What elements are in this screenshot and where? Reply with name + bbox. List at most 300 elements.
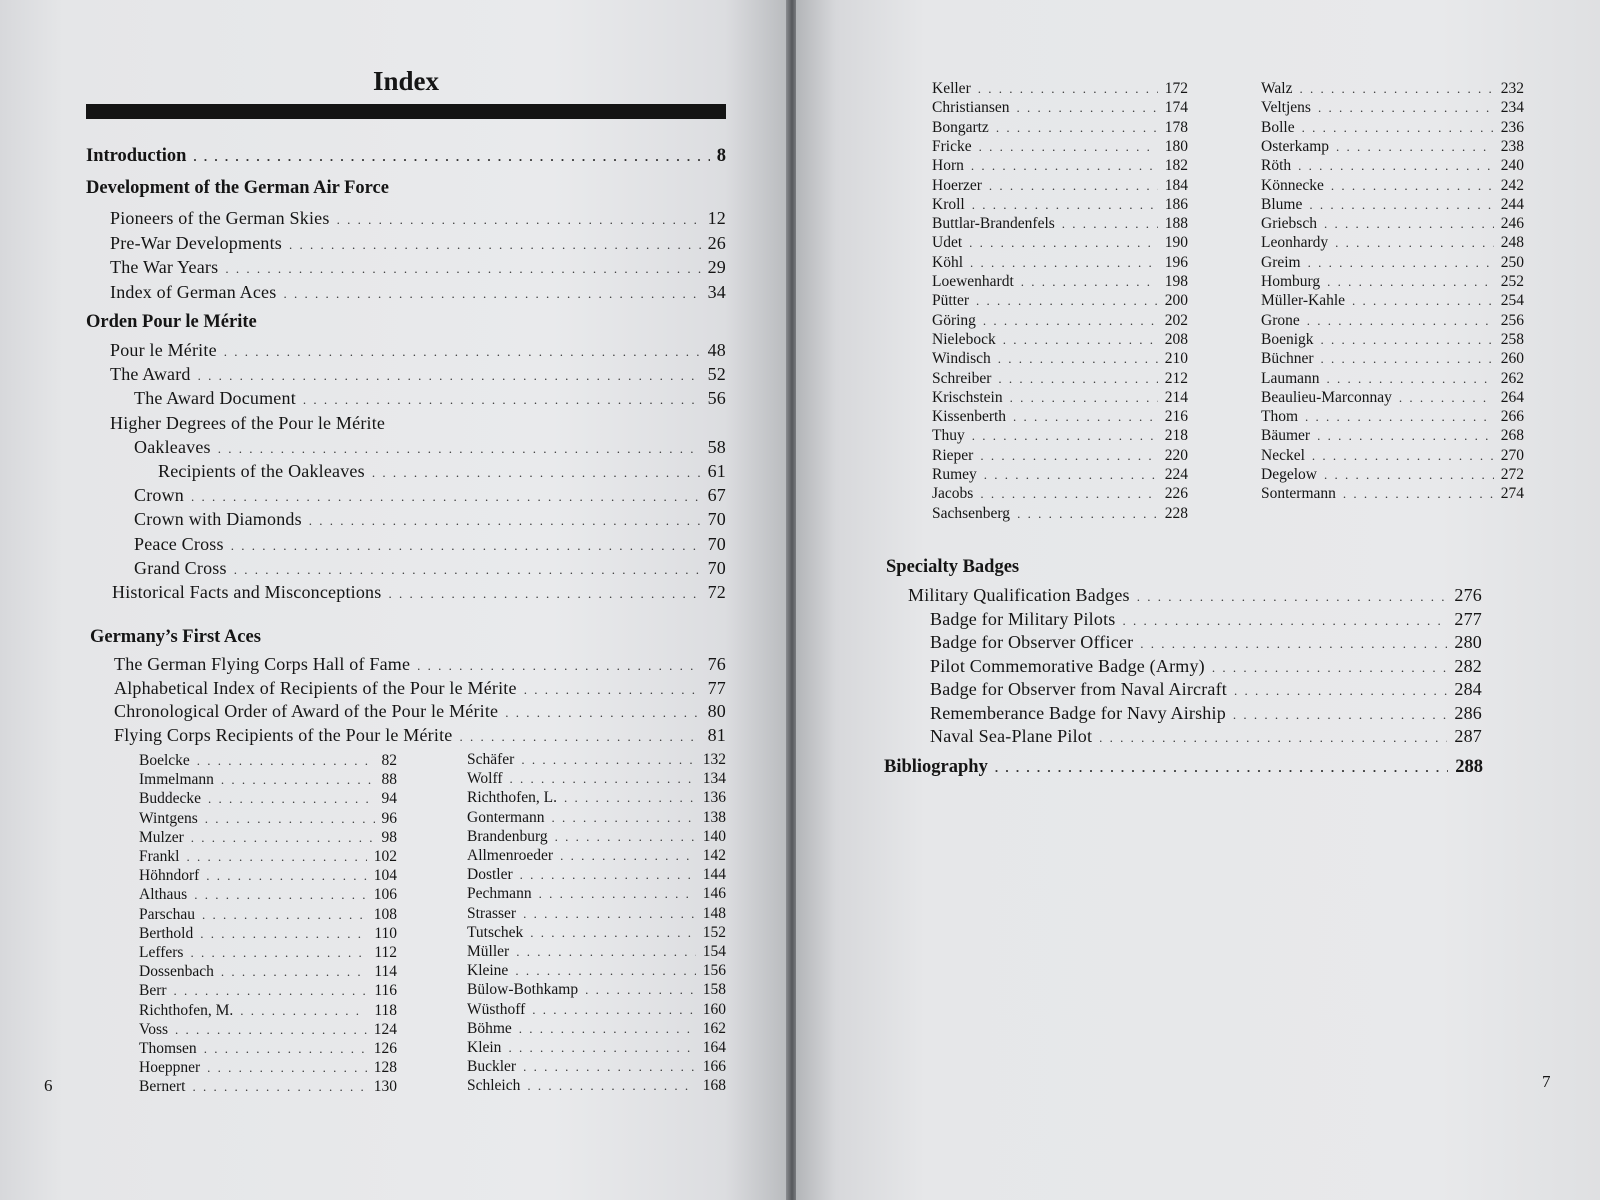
recipient-entry — [1261, 215, 1524, 234]
entry-page: 102 — [373, 848, 397, 865]
recipient-entry — [932, 215, 1188, 234]
title-rule — [86, 104, 726, 119]
entry-page: 254 — [1500, 292, 1524, 310]
toc-entry — [110, 413, 726, 437]
entry-label: Köhl — [932, 253, 963, 271]
recipient-entry — [932, 254, 1188, 273]
leader-dots — [989, 178, 1158, 194]
entry-page: 138 — [702, 808, 726, 826]
leader-dots — [532, 1002, 695, 1018]
recipient-entry — [139, 963, 397, 982]
leader-dots — [218, 441, 701, 457]
entry-page: 287 — [1454, 726, 1482, 746]
entry-page: 70 — [707, 533, 726, 554]
leader-dots — [204, 1041, 367, 1057]
toc-entry-introduction: Introduction . . . 8 — [86, 146, 726, 170]
leader-dots — [372, 465, 701, 481]
entry-page: 152 — [702, 923, 726, 941]
entry-page: 116 — [374, 982, 397, 1000]
toc-entry — [930, 609, 1482, 633]
recipient-entry — [932, 292, 1188, 311]
leader-dots — [585, 982, 696, 998]
recipient-entry — [467, 924, 726, 943]
entry-label: Wüsthoff — [467, 1000, 526, 1018]
leader-dots — [1324, 216, 1494, 232]
entry-page: 232 — [1500, 80, 1524, 97]
toc-entry — [114, 678, 726, 702]
recipient-entry — [1261, 157, 1524, 176]
entry-page: 258 — [1500, 330, 1524, 348]
entry-label: Thomsen — [139, 1040, 197, 1057]
entry-page: 118 — [374, 1001, 397, 1019]
leader-dots — [1010, 390, 1158, 406]
entry-page: 228 — [1164, 504, 1188, 522]
entry-label: Loewenhardt — [932, 273, 1014, 290]
recipient-entry — [932, 370, 1188, 389]
entry-page: 104 — [373, 867, 397, 885]
leader-dots — [221, 772, 375, 788]
leader-dots — [190, 945, 367, 961]
toc-entry — [930, 679, 1482, 703]
entry-label: Bernert — [139, 1078, 186, 1096]
leader-dots — [984, 467, 1158, 483]
entry-label: Griebsch — [1261, 215, 1317, 233]
entry-label: Index of German Aces — [110, 281, 277, 302]
leader-dots — [979, 139, 1158, 155]
recipient-entry — [467, 866, 726, 885]
leader-dots — [980, 486, 1157, 502]
entry-label: Frankl — [139, 848, 180, 865]
entry-page: 242 — [1500, 176, 1524, 194]
entry-label: Nielebock — [932, 330, 996, 348]
entry-page: 244 — [1500, 195, 1524, 213]
recipient-entry — [932, 466, 1188, 485]
entry-label: Richthofen, L. — [467, 789, 557, 807]
recipient-entry — [467, 751, 726, 770]
recipient-entry — [467, 828, 726, 847]
entry-label: Dostler — [467, 866, 513, 884]
leader-dots — [175, 1022, 367, 1038]
entry-page: 12 — [707, 208, 726, 228]
entry-page: 112 — [374, 944, 397, 961]
leader-dots — [1317, 428, 1494, 444]
leader-dots — [998, 371, 1157, 387]
leader-dots — [225, 261, 700, 277]
entry-page: 256 — [1500, 311, 1524, 329]
leader-dots — [539, 886, 696, 902]
recipient-entry — [467, 847, 726, 866]
entry-page: 212 — [1164, 369, 1188, 387]
leader-dots — [976, 293, 1158, 309]
entry-label: Pütter — [932, 292, 970, 310]
entry-label: Leffers — [139, 944, 184, 961]
entry-page: 268 — [1500, 427, 1524, 445]
leader-dots — [221, 964, 367, 980]
toc-entry — [134, 485, 726, 509]
leader-dots — [337, 212, 701, 228]
recipient-entry — [1261, 254, 1524, 273]
entry-label: Röth — [1261, 157, 1292, 175]
leader-dots — [969, 235, 1158, 251]
recipient-entry — [139, 1021, 397, 1040]
recipient-entry — [1261, 80, 1524, 99]
entry-page: 236 — [1500, 118, 1524, 136]
toc-entry — [908, 585, 1482, 609]
entry-label: Degelow — [1261, 466, 1317, 483]
leader-dots — [417, 658, 700, 674]
recipient-entry — [932, 427, 1188, 446]
entry-label: Göring — [932, 311, 976, 329]
leader-dots — [289, 237, 701, 253]
entry-label: Müller-Kahle — [1261, 292, 1346, 310]
entry-page: 77 — [707, 677, 726, 698]
toc-entry — [114, 654, 726, 678]
recipient-entry — [932, 196, 1188, 215]
entry-label: Windisch — [932, 350, 991, 368]
entry-label: Boenigk — [1261, 330, 1314, 348]
recipient-entry — [139, 810, 397, 829]
toc-entry — [134, 534, 726, 558]
entry-page: 94 — [381, 790, 397, 808]
entry-label: Bolle — [1261, 118, 1295, 136]
entry-page: 96 — [381, 809, 397, 827]
entry-page: 142 — [702, 847, 726, 864]
entry-page: 146 — [702, 885, 726, 903]
entry-page: 160 — [702, 1000, 726, 1018]
entry-label: Gontermann — [467, 808, 545, 826]
toc-entry — [110, 257, 726, 281]
toc-entry — [114, 725, 726, 749]
entry-label: Crown with Diamonds — [134, 509, 302, 530]
entry-label: Immelmann — [139, 771, 214, 789]
entry-label: Hoerzer — [932, 176, 982, 194]
entry-label: Higher Degrees of the Pour le Mérite — [110, 412, 386, 433]
entry-label: Keller — [932, 80, 971, 97]
leader-dots — [1312, 448, 1494, 464]
entry-page: 114 — [374, 963, 397, 981]
entry-label: Böhme — [467, 1019, 512, 1037]
leader-dots — [1352, 293, 1494, 309]
entry-label: Bäumer — [1261, 427, 1311, 445]
leader-dots — [303, 392, 701, 408]
toc-entry — [110, 364, 726, 388]
entry-page: 81 — [707, 725, 726, 746]
entry-label: Oakleaves — [134, 436, 211, 457]
leader-dots — [197, 753, 375, 769]
toc-entry — [134, 509, 726, 533]
entry-label: Alphabetical Index of Recipients of the Pour le Mérite — [114, 677, 517, 698]
entry-page: 226 — [1164, 485, 1188, 503]
toc-entry — [930, 656, 1482, 680]
entry-label: Bülow-Bothkamp — [467, 981, 579, 999]
entry-page: 72 — [707, 582, 726, 602]
leader-dots — [555, 829, 696, 845]
leader-dots — [516, 944, 696, 960]
section-heading-specialty: Specialty Badges — [886, 557, 1020, 577]
recipient-entry — [1261, 234, 1524, 253]
entry-label: Kleine — [467, 962, 509, 980]
entry-page: 126 — [373, 1040, 397, 1057]
entry-label: Fricke — [932, 137, 972, 155]
entry-label: Boelcke — [139, 752, 190, 769]
entry-page: 158 — [702, 981, 726, 999]
entry-label: Greim — [1261, 253, 1301, 271]
left-page — [0, 0, 788, 1200]
entry-page: 196 — [1164, 253, 1188, 271]
entry-page: 156 — [702, 962, 726, 980]
entry-label: Laumann — [1261, 369, 1320, 387]
leader-dots — [205, 811, 375, 827]
toc-entry — [930, 632, 1482, 656]
entry-page: 164 — [702, 1039, 726, 1056]
entry-label: Buttlar-Brandenfels — [932, 215, 1055, 233]
entry-page: 216 — [1164, 408, 1188, 426]
entry-page: 136 — [702, 789, 726, 807]
recipient-entry — [139, 982, 397, 1001]
entry-page: 184 — [1164, 176, 1188, 194]
entry-page: 266 — [1500, 408, 1524, 426]
leader-dots — [980, 448, 1157, 464]
leader-dots — [1298, 158, 1494, 174]
leader-dots — [998, 351, 1158, 367]
entry-page: 172 — [1164, 80, 1188, 97]
leader-dots — [1308, 255, 1494, 271]
entry-page: 67 — [707, 485, 726, 506]
entry-page: 210 — [1164, 350, 1188, 368]
entry-page: 202 — [1164, 311, 1188, 329]
entry-page: 48 — [707, 340, 726, 360]
leader-dots — [198, 368, 701, 384]
recipient-entry — [139, 867, 397, 886]
entry-label: The War Years — [110, 257, 219, 277]
entry-page: 132 — [702, 751, 726, 768]
entry-page: 186 — [1164, 195, 1188, 213]
entry-label: Recipients of the Oakleaves — [158, 461, 365, 481]
entry-page: 200 — [1164, 292, 1188, 310]
entry-page: 58 — [707, 436, 726, 457]
entry-page: 34 — [707, 281, 726, 302]
entry-label: Rieper — [932, 446, 974, 464]
entry-label: Voss — [139, 1020, 169, 1038]
entry-label: Thom — [1261, 408, 1299, 426]
leader-dots — [551, 810, 695, 826]
leader-dots — [206, 868, 366, 884]
recipient-entry — [467, 1077, 726, 1096]
entry-label: Homburg — [1261, 273, 1321, 290]
recipient-entry — [1261, 99, 1524, 118]
entry-page: 80 — [707, 701, 726, 722]
recipient-entry — [932, 119, 1188, 138]
leader-dots — [996, 120, 1158, 136]
leader-dots — [309, 513, 701, 529]
entry-label: Mulzer — [139, 828, 184, 846]
entry-page: 274 — [1500, 485, 1524, 503]
toc-entry — [110, 208, 726, 232]
entry-page: 282 — [1454, 656, 1482, 676]
toc-entry — [134, 437, 726, 461]
leader-dots — [224, 344, 701, 360]
entry-label: Parschau — [139, 905, 195, 923]
leader-dots — [1336, 139, 1494, 155]
recipient-entry — [1261, 427, 1524, 446]
entry-label: Buddecke — [139, 790, 201, 808]
entry-label: Brandenburg — [467, 827, 548, 845]
entry-label: Hoeppner — [139, 1059, 201, 1077]
leader-dots — [515, 963, 695, 979]
entry-label: Schleich — [467, 1077, 521, 1095]
leader-dots — [972, 428, 1158, 444]
entry-page: 188 — [1164, 215, 1188, 233]
leader-dots — [202, 907, 367, 923]
entry-label: Althaus — [139, 886, 188, 904]
entry-page: 29 — [707, 257, 726, 277]
entry-label: Christiansen — [932, 99, 1010, 117]
entry-label: Badge for Military Pilots — [930, 609, 1116, 629]
entry-page: 140 — [702, 827, 726, 845]
entry-page: 180 — [1164, 137, 1188, 155]
entry-label: Kroll — [932, 195, 965, 213]
entry-page: 148 — [702, 904, 726, 922]
entry-page: 144 — [702, 866, 726, 884]
recipient-entry — [1261, 370, 1524, 389]
leader-dots — [1305, 409, 1494, 425]
section-heading-orden: Orden Pour le Mérite — [86, 312, 257, 332]
leader-dots — [240, 1003, 367, 1019]
entry-page: 166 — [702, 1058, 726, 1076]
entry-label: Berr — [139, 982, 167, 1000]
entry-label: Wintgens — [139, 809, 198, 827]
leader-dots — [1013, 409, 1158, 425]
recipient-entry — [139, 925, 397, 944]
entry-label: Badge for Observer Officer — [930, 632, 1134, 652]
leader-dots — [524, 682, 701, 698]
recipient-entry — [932, 273, 1188, 292]
toc-entry — [110, 233, 726, 257]
leader-dots — [1099, 730, 1447, 746]
recipient-entry — [467, 789, 726, 808]
entry-page: 76 — [707, 654, 726, 674]
recipient-entry — [1261, 447, 1524, 466]
entry-page: 26 — [707, 232, 726, 253]
entry-page: 154 — [702, 943, 726, 960]
entry-page: 224 — [1164, 466, 1188, 483]
entry-page: 250 — [1500, 253, 1524, 271]
entry-page: 70 — [707, 557, 726, 578]
entry-label: Sachsenberg — [932, 504, 1011, 522]
entry-page: 168 — [702, 1077, 726, 1095]
recipient-entry — [139, 944, 397, 963]
entry-page: 276 — [1454, 585, 1482, 605]
entry-label: Pre-War Developments — [110, 232, 282, 253]
leader-dots — [191, 830, 375, 846]
entry-label: The German Flying Corps Hall of Fame — [114, 654, 411, 674]
section-heading-first-aces: Germany’s First Aces — [90, 627, 261, 647]
entry-page: 182 — [1164, 157, 1188, 175]
entry-label: Neckel — [1261, 446, 1305, 464]
recipient-entry — [1261, 292, 1524, 311]
toc-entry-bibliography: Bibliography . . . 288 — [884, 757, 1483, 781]
entry-page: 246 — [1500, 215, 1524, 233]
recipient-entry — [139, 886, 397, 905]
entry-page: 56 — [707, 388, 726, 409]
entry-page: 218 — [1164, 427, 1188, 445]
entry-label: Strasser — [467, 904, 517, 922]
recipient-entry — [139, 790, 397, 809]
entry-label: Höhndorf — [139, 867, 200, 885]
recipient-entry — [932, 99, 1188, 118]
leader-dots — [1021, 274, 1158, 290]
leader-dots — [521, 752, 695, 768]
recipient-entry — [932, 234, 1188, 253]
entry-page: 190 — [1164, 234, 1188, 252]
leader-dots — [1327, 371, 1494, 387]
leader-dots — [523, 1059, 696, 1075]
leader-dots — [191, 489, 701, 505]
recipient-entry — [467, 770, 726, 789]
leader-dots — [192, 1079, 366, 1095]
leader-dots — [970, 255, 1158, 271]
leader-dots — [174, 983, 368, 999]
entry-label: Jacobs — [932, 485, 974, 503]
recipient-entry — [932, 138, 1188, 157]
leader-dots — [564, 790, 696, 806]
entry-label: Klein — [467, 1039, 502, 1056]
entry-page: 240 — [1500, 157, 1524, 175]
entry-label: Krischstein — [932, 388, 1003, 406]
recipient-entry — [1261, 350, 1524, 369]
leader-dots — [995, 760, 1448, 776]
recipient-entry — [1261, 408, 1524, 427]
leader-dots — [1137, 589, 1448, 605]
recipient-entry — [932, 331, 1188, 350]
recipient-entry — [1261, 485, 1524, 504]
entry-page: 174 — [1164, 99, 1188, 117]
entry-label: Grone — [1261, 311, 1300, 329]
leader-dots — [207, 1060, 367, 1076]
leader-dots — [1140, 636, 1447, 652]
page-number-right: 7 — [1542, 1072, 1551, 1091]
index-title: Index — [372, 66, 440, 96]
entry-label: The Award — [110, 364, 191, 385]
recipient-entry — [139, 1040, 397, 1059]
recipient-entry — [932, 157, 1188, 176]
recipient-entry — [1261, 196, 1524, 215]
entry-page: 234 — [1500, 99, 1524, 117]
leader-dots — [983, 313, 1158, 329]
toc-entry — [158, 461, 726, 485]
recipient-entry — [139, 1002, 397, 1021]
recipient-entry — [932, 350, 1188, 369]
entry-page: 178 — [1164, 118, 1188, 136]
toc-entry — [930, 703, 1482, 727]
entry-label: Udet — [932, 234, 963, 252]
recipient-entry — [1261, 389, 1524, 408]
leader-dots — [520, 867, 696, 883]
recipient-entry — [1261, 177, 1524, 196]
entry-label: Berthold — [139, 924, 194, 942]
entry-page: 248 — [1500, 234, 1524, 252]
leader-dots — [1331, 178, 1494, 194]
recipient-entry — [467, 809, 726, 828]
recipient-entry — [467, 943, 726, 962]
leader-dots — [1399, 390, 1494, 406]
entry-page: 108 — [373, 905, 397, 923]
leader-dots — [1309, 197, 1493, 213]
entry-label: Rumey — [932, 466, 977, 483]
entry-label: Allmenroeder — [467, 847, 554, 864]
recipient-entry — [467, 981, 726, 1000]
entry-page: 162 — [702, 1019, 726, 1037]
